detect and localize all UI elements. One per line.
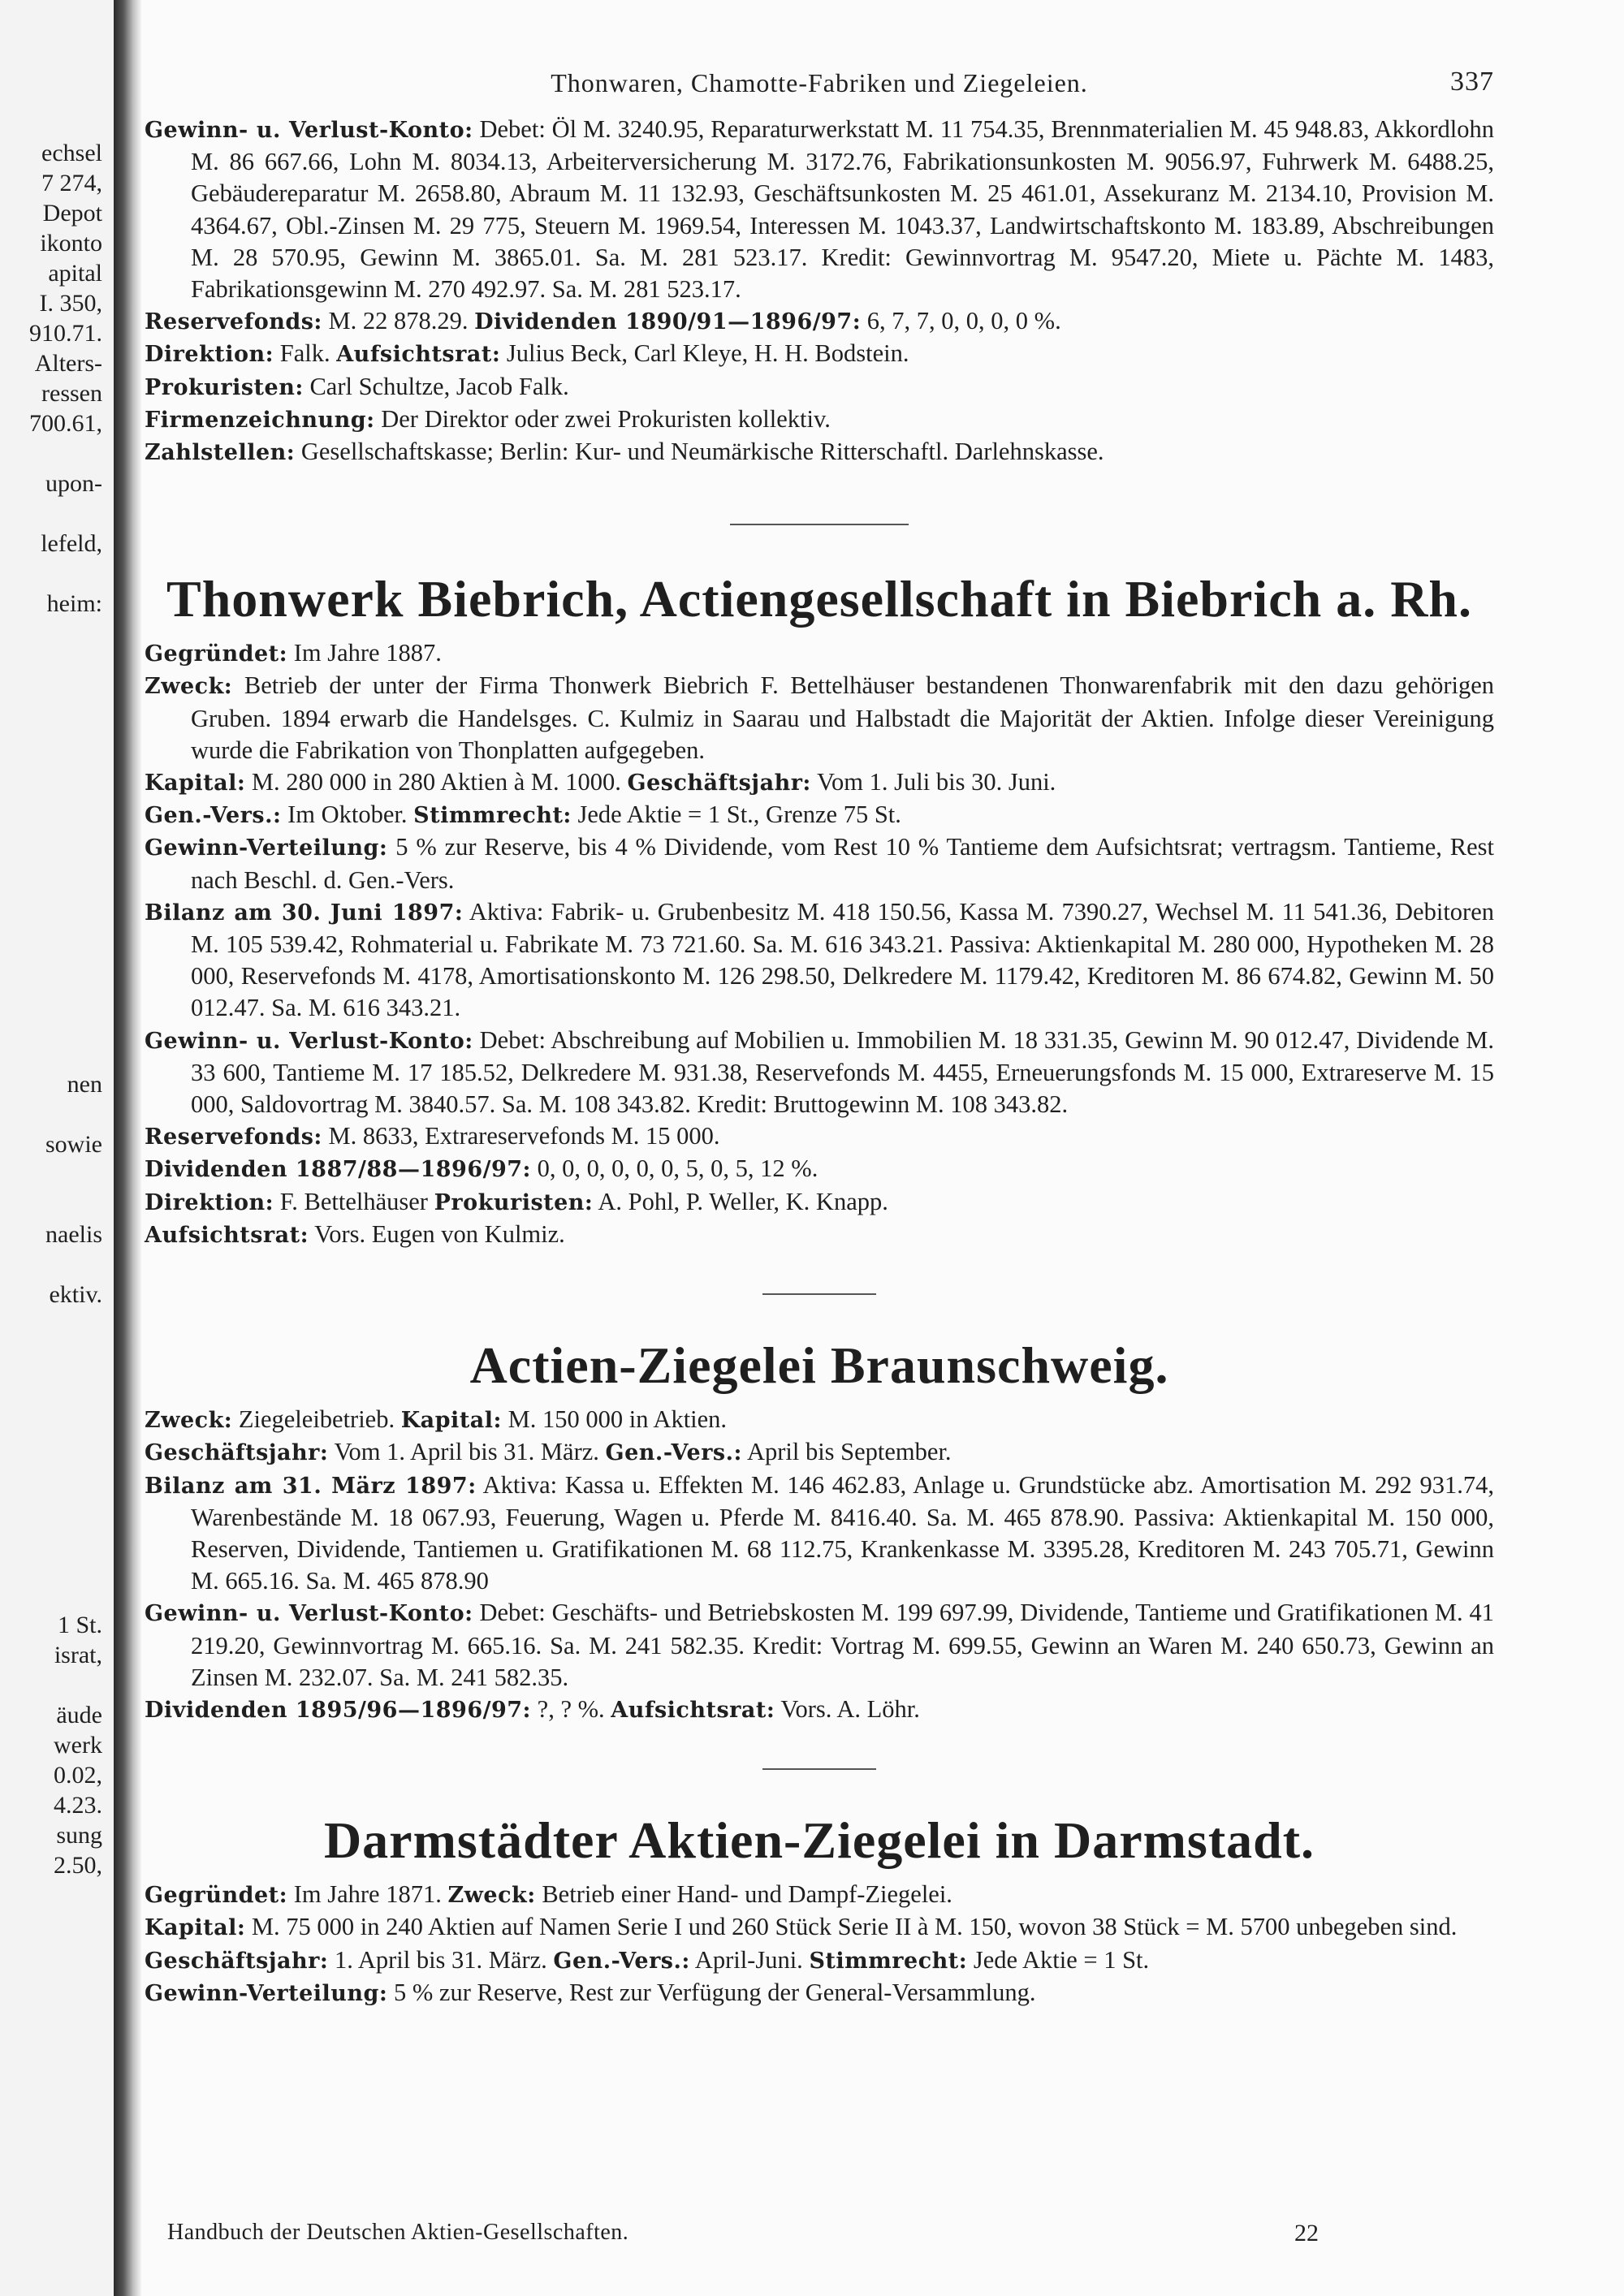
company-paragraph xyxy=(145,1436,1494,1469)
entry-label: Direktion: xyxy=(145,1189,274,1215)
entry-text: Debet: Geschäfts- und Betriebskosten M. 199 697.99, Dividende, Tantieme und Gratifikationen M. 41 219.20, Gewinnvortrag M. 665.16. Sa. M. 241 582.35. Kredit: Vortrag M. 699.55, Gewinn an Waren M. 240 650.73, Gewinn an Zinsen M. 232.07. Sa. M. 241 582.35. xyxy=(191,1599,1494,1691)
left-fragment-line xyxy=(0,619,114,649)
left-fragment-line xyxy=(0,949,114,979)
entry-label: Dividenden 1890/91—1896/97: xyxy=(474,309,862,335)
left-fragment-line xyxy=(0,769,114,799)
entry-label: Kapital: xyxy=(145,1915,246,1941)
left-fragment-line xyxy=(0,1009,114,1039)
entry-text: M. 22 878.29. xyxy=(322,307,475,335)
company-paragraph xyxy=(145,1186,1494,1219)
company-paragraph xyxy=(145,1911,1494,1944)
company-paragraph xyxy=(145,831,1494,896)
section-separator xyxy=(762,1293,876,1295)
left-fragment-line: 0.02, xyxy=(54,1762,102,1789)
previous-firmenzeichnung-paragraph xyxy=(145,404,1494,436)
footer-book-title: Handbuch der Deutschen Aktien-Gesellschaften. xyxy=(167,2220,629,2245)
previous-prokuristen-paragraph xyxy=(145,371,1494,404)
entry-label: Zweck: xyxy=(145,674,233,700)
entry-text: Jede Aktie = 1 St. xyxy=(967,1945,1150,1974)
previous-direktion-paragraph xyxy=(145,338,1494,370)
entry-text: ?, ? %. xyxy=(531,1694,611,1723)
left-fragment-line xyxy=(0,1370,114,1400)
left-fragment-line: I. 350, xyxy=(39,290,102,317)
entry-label: Gegründet: xyxy=(145,1883,288,1909)
entry-label: Aufsichtsrat: xyxy=(145,1222,309,1248)
left-fragment-line xyxy=(0,889,114,919)
section-separator xyxy=(762,1768,876,1770)
page-header-title: Thonwaren, Chamotte-Fabriken und Ziegeleien. xyxy=(551,68,1088,97)
left-fragment-line xyxy=(0,1310,114,1340)
entry-text: A. Pohl, P. Weller, K. Knapp. xyxy=(593,1187,888,1215)
left-fragment-line xyxy=(0,438,114,468)
entry-text: Vom 1. April bis 31. März. xyxy=(328,1438,606,1466)
left-fragment-line: ektiv. xyxy=(49,1281,102,1308)
company-title-thonwerk-biebrich: Thonwerk Biebrich, Actiengesellschaft in Biebrich a. Rh. xyxy=(166,570,1472,628)
left-fragment-line: naelis xyxy=(45,1221,102,1248)
entry-text: Falk. xyxy=(274,339,337,368)
left-fragment-line: echsel xyxy=(41,140,102,166)
left-fragment-line: apital xyxy=(48,260,102,287)
left-fragment-line xyxy=(0,1670,114,1700)
entry-label: Bilanz am 30. Juni 1897: xyxy=(145,900,464,926)
entry-label: Gewinn- u. Verlust-Konto: xyxy=(145,1601,473,1627)
left-fragment-line xyxy=(0,799,114,829)
left-fragment-line xyxy=(0,498,114,529)
company-paragraph xyxy=(145,1977,1494,2009)
left-fragment-line: Depot xyxy=(42,200,102,227)
entry-label: Reservefonds: xyxy=(145,1124,322,1150)
entry-text: Julius Beck, Carl Kleye, H. H. Bodstein. xyxy=(500,339,909,368)
entry-text: 1. April bis 31. März. xyxy=(328,1945,554,1974)
entry-text: Im Jahre 1871. xyxy=(287,1880,448,1909)
entry-label: Gegründet: xyxy=(145,641,288,667)
running-head xyxy=(145,57,1494,114)
binding-shadow xyxy=(114,0,141,2296)
left-fragment-line xyxy=(0,919,114,949)
entry-text: M. 75 000 in 240 Aktien auf Namen Serie I und 260 Stück Serie II à M. 150, wovon 38 Stück = M. 5700 unbegeben sind. xyxy=(245,1913,1458,1941)
company-paragraph xyxy=(145,1404,1494,1436)
entry-text: Aktiva: Kassa u. Effekten M. 146 462.83, Anlage u. Grundstücke abz. Amortisation M. 292 931.74, Warenbestände M. 18 067.93, Feuerung, Wagen u. Pferde M. 8416.40. Sa. M. 465 878.90. Passiva: Aktienkapital M. 150 000, Reserven, Dividende, Tantiemen u. Gratifikationen M. 68 112.75, Krankenkasse M. 3395.28, Kreditoren M. 243 705.71, Gewinn M. 665.16. Sa. M. 465 878.90 xyxy=(191,1470,1495,1595)
entry-text: Debet: Abschreibung auf Mobilien u. Immobilien M. 18 331.35, Gewinn M. 90 012.47, Dividende M. 33 600, Tantieme M. 17 185.52, Delkredere M. 931.38, Reservefonds M. 4455, Erneuerungsfonds M. 15 000, Extrareserve M. 15 000, Saldovortrag M. 3840.57. Sa. M. 108 343.82. Kredit: Bruttogewinn M. 108 343.82. xyxy=(191,1025,1494,1119)
left-fragment-line xyxy=(0,1249,114,1280)
entry-label: Dividenden 1887/88—1896/97: xyxy=(145,1157,532,1183)
entry-label: Direktion: xyxy=(145,342,274,368)
left-fragment-line: 910.71. xyxy=(29,320,102,347)
left-fragment-line: nen xyxy=(67,1071,102,1098)
left-fragment-line: heim: xyxy=(46,590,102,617)
left-fragment-line xyxy=(0,679,114,709)
entry-label: Geschäftsjahr: xyxy=(145,1948,329,1974)
previous-entry-continuation xyxy=(145,114,1494,468)
entry-label: Stimmrecht: xyxy=(413,803,572,829)
entry-text: April-Juni. xyxy=(689,1945,810,1974)
left-fragment-line: sowie xyxy=(45,1131,102,1158)
entry-text: Jede Aktie = 1 St., Grenze 75 St. xyxy=(571,801,901,829)
entry-label: Gen.-Vers.: xyxy=(605,1440,742,1466)
book-page xyxy=(145,57,1494,2265)
left-fragment-line xyxy=(0,1400,114,1430)
entry-text: 0, 0, 0, 0, 0, 0, 5, 0, 5, 12 %. xyxy=(531,1154,818,1183)
company-paragraph xyxy=(145,1944,1494,1977)
left-fragment-line: ikonto xyxy=(40,230,102,257)
entry-label: Gen.-Vers.: xyxy=(145,803,282,829)
left-fragment-line: 4.23. xyxy=(54,1792,102,1819)
entry-label: Geschäftsjahr: xyxy=(145,1440,329,1466)
entry-label: Zweck: xyxy=(145,1408,233,1434)
entry-label: Gewinn-Verteilung: xyxy=(145,835,388,861)
entry-label: Bilanz am 31. März 1897: xyxy=(145,1473,477,1499)
entry-text: Vors. Eugen von Kulmiz. xyxy=(309,1219,565,1248)
company-paragraph xyxy=(145,1219,1494,1251)
entry-text: Carl Schultze, Jacob Falk. xyxy=(303,372,569,400)
company-paragraph xyxy=(145,1879,1494,1911)
left-fragment-line xyxy=(0,1099,114,1129)
company-paragraph xyxy=(145,1597,1494,1694)
company-paragraph xyxy=(145,1025,1494,1121)
company-paragraph xyxy=(145,766,1494,799)
entry-label: Aufsichtsrat: xyxy=(611,1697,775,1723)
left-fragment-line xyxy=(0,739,114,769)
left-fragment-line xyxy=(0,859,114,889)
section-separator xyxy=(730,524,909,525)
left-fragment-line xyxy=(0,979,114,1009)
entry-text: Aktiva: Fabrik- u. Grubenbesitz M. 418 150.56, Kassa M. 7390.27, Wechsel M. 11 541.36, Debitoren M. 105 539.42, Rohmaterial u. Fabrikate M. 73 721.60. Sa. M. 616 343.21. Passiva: Aktienkapital M. 280 000, Hypotheken M. 28 000, Reservefonds M. 4178, Amortisationskonto M. 126 298.50, Delkredere M. 1179.42, Kreditoren M. 86 674.82, Gewinn M. 50 012.47. Sa. M. 616 343.21. xyxy=(191,897,1494,1022)
entry-label: Stimmrecht: xyxy=(809,1948,968,1974)
left-fragment-line: 7 274, xyxy=(41,170,102,196)
left-fragment-line xyxy=(0,649,114,679)
left-fragment-line xyxy=(0,1039,114,1069)
entry-text: 5 % zur Reserve, Rest zur Verfügung der General-Versammlung. xyxy=(387,1978,1036,2006)
left-fragment-line xyxy=(0,1340,114,1370)
entry-label: Zahlstellen: xyxy=(145,440,296,466)
company-paragraph xyxy=(145,1470,1494,1598)
entry-label: Firmenzeichnung: xyxy=(145,407,375,433)
entry-label: Gewinn-Verteilung: xyxy=(145,1980,388,2006)
left-fragment-line xyxy=(0,709,114,739)
entry-label: Prokuristen: xyxy=(434,1189,594,1215)
entry-text: Vom 1. Juli bis 30. Juni. xyxy=(810,768,1056,796)
company-paragraph xyxy=(145,1120,1494,1153)
left-fragment-line: sung xyxy=(56,1822,102,1849)
left-fragment-line xyxy=(0,1520,114,1550)
company-paragraph xyxy=(145,896,1494,1025)
footer-sheet-number: 22 xyxy=(1294,2220,1319,2246)
entry-text: Der Direktor oder zwei Prokuristen kollektiv. xyxy=(374,404,831,433)
entry-label: Prokuristen: xyxy=(145,374,304,400)
left-fragment-line xyxy=(0,559,114,589)
previous-guv-paragraph xyxy=(145,114,1494,305)
left-fragment-line: ressen xyxy=(41,380,102,407)
left-fragment-line: upon- xyxy=(45,470,102,497)
entry-text: 6, 7, 7, 0, 0, 0, 0 %. xyxy=(861,307,1061,335)
entry-text: Ziegeleibetrieb. xyxy=(232,1405,401,1434)
company-entry-thonwerk-biebrich xyxy=(145,637,1494,1251)
left-fragment-line: lefeld, xyxy=(41,530,102,557)
entry-text: Debet: Öl M. 3240.95, Reparaturwerkstatt M. 11 754.35, Brennmaterialien M. 45 948.83, Akkordlohn M. 86 667.66, Lohn M. 8034.13, Arbeiterversicherung M. 3172.76, Fabrikationsunkosten M. 9056.97, Fuhrwerk M. 6488.25, Gebäudereparatur M. 2658.80, Abraum M. 11 132.93, Geschäftsunkosten M. 25 461.01, Assekuranz M. 2134.10, Provision M. 4364.67, Obl.-Zinsen M. 29 775, Steuern M. 1969.54, Interessen M. 1043.37, Landwirtschaftskonto M. 183.89, Abschreibungen M. 28 570.95, Gewinn M. 3865.01. Sa. M. 281 523.17. Kredit: Gewinnvortrag M. 9547.20, Miete u. Pächte M. 1483, Fabrikationsgewinn M. 270 492.97. Sa. M. 281 523.17. xyxy=(191,115,1494,304)
company-entry-darmstaedter-aktien-ziegelei xyxy=(145,1879,1494,2009)
entry-text: April bis September. xyxy=(742,1438,952,1466)
entry-label: Gewinn- u. Verlust-Konto: xyxy=(145,1028,473,1054)
left-fragment-line: äude xyxy=(56,1702,102,1728)
entry-text: Betrieb der unter der Firma Thonwerk Biebrich F. Bettelhäuser bestandenen Thonwarenfabrik mit den dazu gehörigen Gruben. 1894 erwarb die Handelsges. C. Kulmiz in Saarau und Halbstadt die Majorität der Aktien. Infolge dieser Vereinigung wurde die Fabrikation von Thonplatten aufgegeben. xyxy=(191,671,1494,764)
left-fragment-line xyxy=(0,1159,114,1189)
entry-text: Betrieb einer Hand- und Dampf-Ziegelei. xyxy=(535,1880,952,1909)
left-fragment-line xyxy=(0,1490,114,1520)
company-paragraph xyxy=(145,1694,1494,1726)
entry-label: Kapital: xyxy=(145,770,246,796)
entry-text: M. 150 000 in Aktien. xyxy=(502,1405,728,1434)
entry-text: Im Oktober. xyxy=(281,801,414,829)
entry-label: Zweck: xyxy=(447,1883,536,1909)
left-fragment-line xyxy=(0,1580,114,1610)
left-fragment-line xyxy=(0,829,114,859)
left-fragment-line: 700.61, xyxy=(29,410,102,437)
left-fragment-line: 2.50, xyxy=(54,1852,102,1879)
left-fragment-line xyxy=(0,1430,114,1460)
entry-text: M. 280 000 in 280 Aktien à M. 1000. xyxy=(245,768,628,796)
page-number: 337 xyxy=(1450,67,1494,97)
left-fragment-line xyxy=(0,1189,114,1219)
entry-text: Gesellschaftskasse; Berlin: Kur- und Neumärkische Ritterschaftl. Darlehnskasse. xyxy=(295,438,1104,466)
company-entry-actien-ziegelei-braunschweig xyxy=(145,1404,1494,1726)
left-page-text-fragments xyxy=(0,138,114,1880)
previous-zahlstellen-paragraph xyxy=(145,436,1494,468)
company-paragraph xyxy=(145,799,1494,831)
company-paragraph xyxy=(145,1153,1494,1185)
company-paragraph xyxy=(145,670,1494,766)
entry-label: Geschäftsjahr: xyxy=(627,770,811,796)
company-title-darmstaedter-aktien-ziegelei: Darmstädter Aktien-Ziegelei in Darmstadt. xyxy=(323,1811,1315,1870)
left-fragment-line: 1 St. xyxy=(57,1612,102,1638)
entry-text: 5 % zur Reserve, bis 4 % Dividende, vom Rest 10 % Tantieme dem Aufsichtsrat; vertragsm. Tantieme, Rest nach Beschl. d. Gen.-Vers. xyxy=(191,833,1494,894)
company-title-actien-ziegelei-braunschweig: Actien-Ziegelei Braunschweig. xyxy=(469,1336,1169,1395)
left-fragment-line: Alters- xyxy=(34,350,102,377)
entry-label: Gewinn- u. Verlust-Konto: xyxy=(145,118,473,143)
entry-label: Gen.-Vers.: xyxy=(553,1948,690,1974)
left-fragment-line xyxy=(0,1460,114,1490)
entry-label: Reservefonds: xyxy=(145,309,322,335)
entry-label: Aufsichtsrat: xyxy=(336,342,501,368)
entry-text: F. Bettelhäuser xyxy=(274,1187,434,1215)
left-fragment-line xyxy=(0,1550,114,1580)
entry-label: Dividenden 1895/96—1896/97: xyxy=(145,1697,532,1723)
previous-reserve-paragraph xyxy=(145,305,1494,338)
company-paragraph xyxy=(145,637,1494,670)
entry-label: Kapital: xyxy=(400,1408,503,1434)
entry-text: Im Jahre 1887. xyxy=(287,639,442,667)
left-fragment-line: israt, xyxy=(54,1642,102,1668)
entry-text: M. 8633, Extrareservefonds M. 15 000. xyxy=(322,1122,720,1150)
entry-text: Vors. A. Löhr. xyxy=(775,1694,920,1723)
left-fragment-line: werk xyxy=(54,1732,102,1759)
